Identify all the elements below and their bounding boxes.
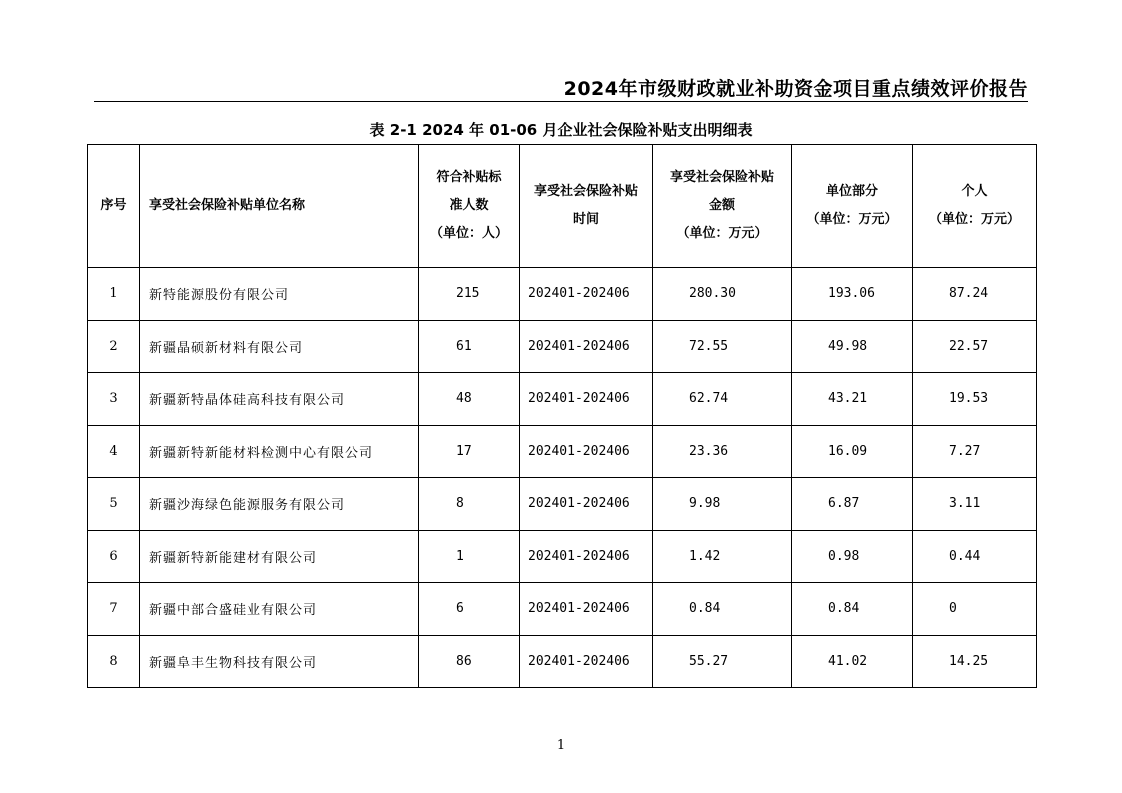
cell-amount: 23.36	[653, 425, 792, 478]
table-row	[88, 373, 1037, 426]
table-row	[88, 583, 1037, 636]
header-amount: 享受社会保险补贴 金额 （单位：万元）	[653, 145, 792, 268]
cell-seq: 4	[88, 425, 140, 478]
cell-seq: 8	[88, 635, 140, 688]
cell-unit-part: 41.02	[792, 635, 913, 688]
cell-company: 新疆新特新能材料检测中心有限公司	[140, 425, 419, 478]
cell-count: 1	[419, 530, 520, 583]
table-row	[88, 320, 1037, 373]
cell-personal: 22.57	[913, 320, 1037, 373]
cell-count: 17	[419, 425, 520, 478]
table-caption: 表 2-1 2024 年 01-06 月企业社会保险补贴支出明细表	[369, 121, 753, 139]
cell-company: 新特能源股份有限公司	[140, 268, 419, 321]
cell-count: 215	[419, 268, 520, 321]
cell-period: 202401-202406	[520, 425, 653, 478]
header-divider	[94, 101, 1028, 102]
cell-personal: 3.11	[913, 478, 1037, 531]
cell-company: 新疆晶硕新材料有限公司	[140, 320, 419, 373]
cell-seq: 7	[88, 583, 140, 636]
cell-company: 新疆新特晶体硅高科技有限公司	[140, 373, 419, 426]
cell-unit-part: 16.09	[792, 425, 913, 478]
cell-unit-part: 0.84	[792, 583, 913, 636]
cell-personal: 14.25	[913, 635, 1037, 688]
cell-company: 新疆中部合盛硅业有限公司	[140, 583, 419, 636]
cell-count: 61	[419, 320, 520, 373]
cell-personal: 0.44	[913, 530, 1037, 583]
cell-personal: 87.24	[913, 268, 1037, 321]
cell-period: 202401-202406	[520, 320, 653, 373]
cell-company: 新疆阜丰生物科技有限公司	[140, 635, 419, 688]
cell-amount: 55.27	[653, 635, 792, 688]
cell-company: 新疆新特新能建材有限公司	[140, 530, 419, 583]
table-row	[88, 268, 1037, 321]
report-header-title: 2024年市级财政就业补助资金项目重点绩效评价报告	[563, 78, 1028, 100]
cell-amount: 9.98	[653, 478, 792, 531]
cell-period: 202401-202406	[520, 478, 653, 531]
cell-unit-part: 43.21	[792, 373, 913, 426]
table-row	[88, 425, 1037, 478]
cell-period: 202401-202406	[520, 583, 653, 636]
table-row	[88, 635, 1037, 688]
header-personal: 个人 （单位：万元）	[913, 145, 1037, 268]
cell-count: 8	[419, 478, 520, 531]
cell-seq: 2	[88, 320, 140, 373]
cell-amount: 0.84	[653, 583, 792, 636]
cell-unit-part: 49.98	[792, 320, 913, 373]
subsidy-table	[87, 144, 1037, 688]
cell-seq: 6	[88, 530, 140, 583]
cell-company: 新疆沙海绿色能源服务有限公司	[140, 478, 419, 531]
page-number: 1	[556, 738, 566, 753]
cell-count: 48	[419, 373, 520, 426]
cell-unit-part: 0.98	[792, 530, 913, 583]
table-row	[88, 530, 1037, 583]
cell-amount: 62.74	[653, 373, 792, 426]
table-row	[88, 478, 1037, 531]
cell-unit-part: 6.87	[792, 478, 913, 531]
cell-seq: 3	[88, 373, 140, 426]
header-seq: 序号	[88, 145, 140, 268]
header-period: 享受社会保险补贴 时间	[520, 145, 653, 268]
cell-count: 86	[419, 635, 520, 688]
cell-period: 202401-202406	[520, 268, 653, 321]
cell-personal: 0	[913, 583, 1037, 636]
cell-seq: 1	[88, 268, 140, 321]
cell-period: 202401-202406	[520, 530, 653, 583]
cell-unit-part: 193.06	[792, 268, 913, 321]
cell-amount: 280.30	[653, 268, 792, 321]
cell-period: 202401-202406	[520, 373, 653, 426]
cell-count: 6	[419, 583, 520, 636]
cell-seq: 5	[88, 478, 140, 531]
cell-amount: 72.55	[653, 320, 792, 373]
cell-period: 202401-202406	[520, 635, 653, 688]
table-header-row	[88, 145, 1037, 268]
header-company: 享受社会保险补贴单位名称	[140, 145, 419, 268]
cell-personal: 19.53	[913, 373, 1037, 426]
cell-amount: 1.42	[653, 530, 792, 583]
header-count: 符合补贴标 准人数 （单位：人）	[419, 145, 520, 268]
header-unit-part: 单位部分 （单位：万元）	[792, 145, 913, 268]
cell-personal: 7.27	[913, 425, 1037, 478]
